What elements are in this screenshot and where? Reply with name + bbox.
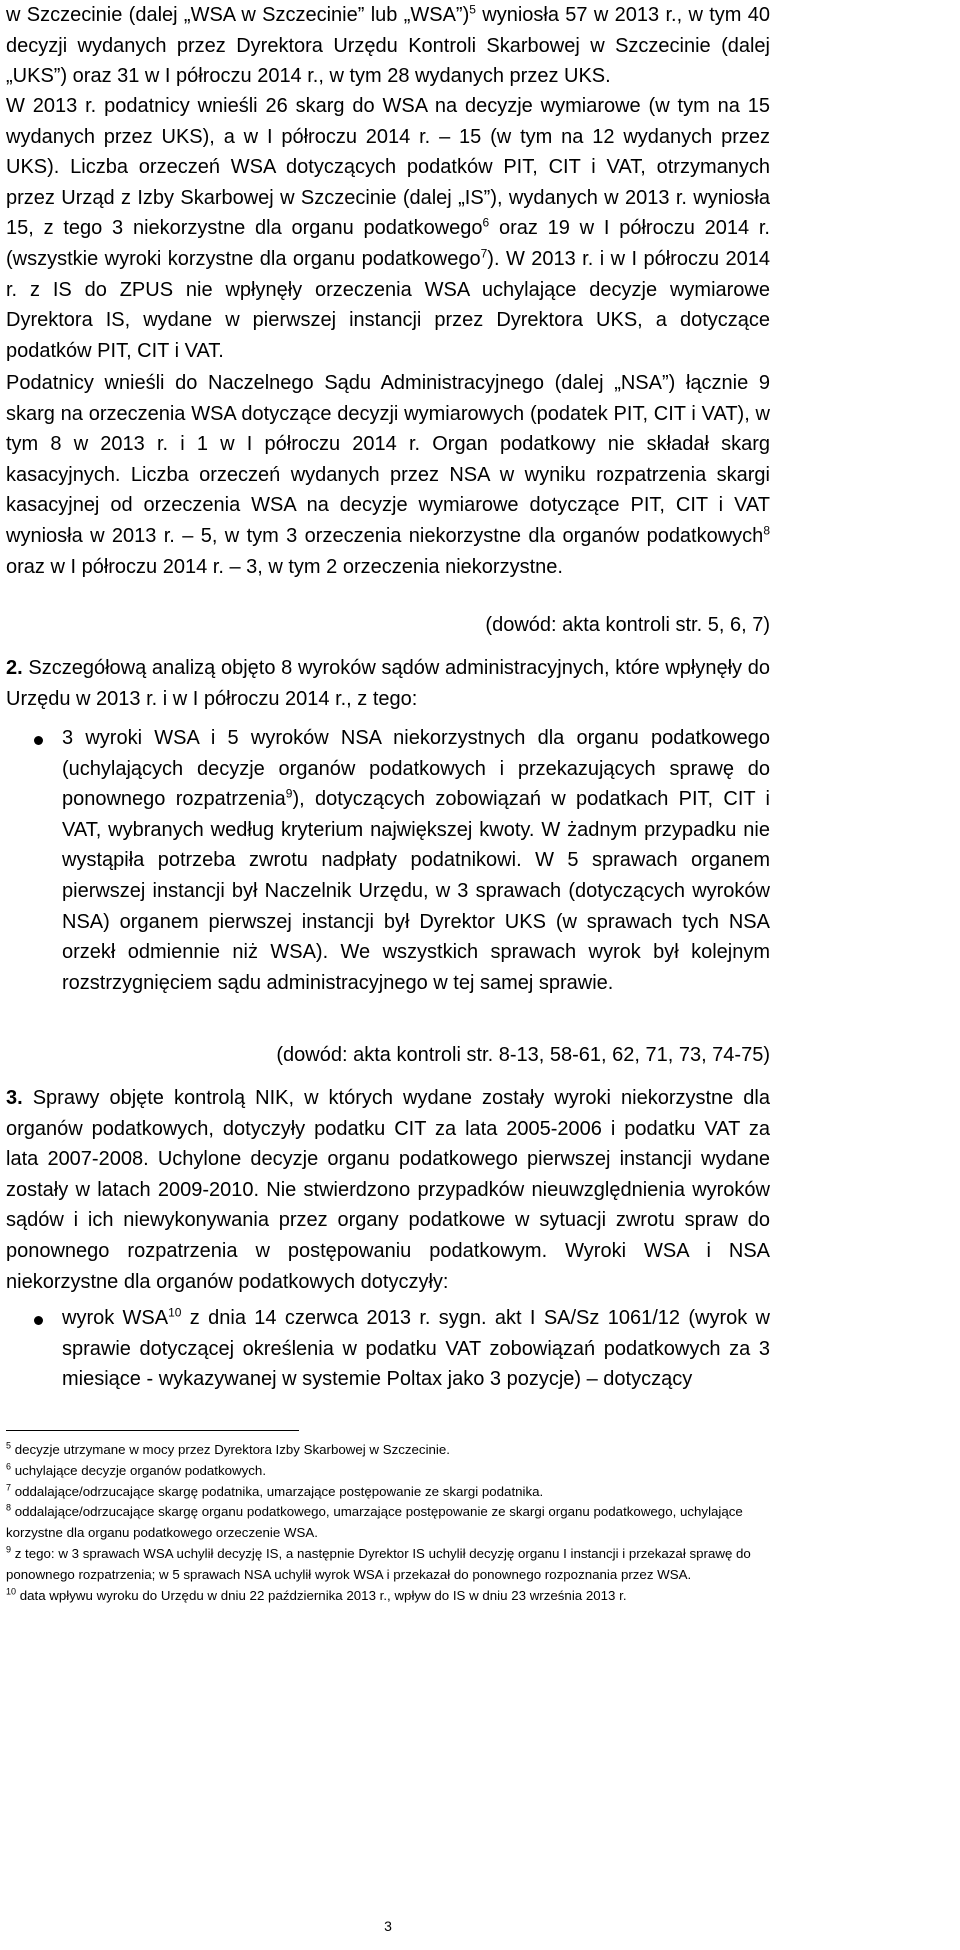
paragraph-text: Podatnicy wnieśli do Naczelnego Sądu Administracyjnego (dalej „NSA”) łącznie 9 skarg na orzeczenia WSA dotyczące decyzji wymiarowych (podatek PIT, CIT i VAT), w tym 8 w 2013 r. i 1 w I półroczu 2014 r. Organ podatkowy nie składał skarg kasacyjnych. Liczba orzeczeń wydanych przez NSA w wyniku rozpatrzenia skargi kasacyjnej od orzeczenia WSA na decyzje wymiarowe dotyczące PIT, CIT i VAT wyniosła w 2013 r. – 5, w tym 3 orzeczenia niekorzystne dla organów podatkowych — [6, 372, 770, 547]
paragraph-text: Szczegółową analizą objęto 8 wyroków sądów administracyjnych, które wpłynęły do Urzędu w 2013 r. i w I półroczu 2014 r., z tego: — [6, 657, 770, 710]
list-item-text: wyrok WSA — [62, 1307, 169, 1329]
footnote-ref[interactable]: 6 — [482, 215, 490, 230]
footnote — [6, 1461, 770, 1482]
footnote-text: data wpływu wyroku do Urzędu w dniu 22 października 2013 r., wpływ do IS w dniu 23 września 2013 r. — [16, 1587, 627, 1603]
list-item-text: 3 wyroki WSA i 5 wyroków NSA niekorzystnych dla organu podatkowego (uchylających decyzje organów podatkowych i przekazujących sprawę do ponownego rozpatrzenia — [62, 727, 770, 811]
footnote-separator — [6, 1430, 299, 1431]
paragraph-text: wyniosła 57 w 2013 r., w tym 40 decyzji wydanych przez Dyrektora Urzędu Kontroli Skarbowej w Szczecinie (dalej „UKS”) oraz 31 w I półroczu 2014 r., w tym 28 wydanych przez UKS. — [6, 4, 770, 88]
paragraph-taxpayer-complaints — [6, 91, 770, 366]
footnote-number: 9 — [6, 1544, 12, 1555]
footnote — [6, 1482, 770, 1503]
bullet-icon — [34, 1316, 43, 1325]
evidence-reference: (dowód: akta kontroli str. 5, 6, 7) — [485, 614, 770, 636]
footnote — [6, 1502, 770, 1544]
footnote-ref[interactable]: 9 — [285, 786, 293, 801]
list-item — [62, 723, 770, 998]
paragraph-nik-cases — [6, 1083, 770, 1297]
paragraph-text: ). W 2013 r. i w I półroczu 2014 r. z IS do ZPUS nie wpłynęły orzeczenia WSA uchylające decyzje wymiarowe Dyrektora IS, wydane w pierwszej instancji przez Dyrektora UKS, a dotyczące podatków PIT, CIT i VAT. — [6, 247, 770, 362]
list-item — [62, 1303, 770, 1395]
paragraph-text: w Szczecinie (dalej „WSA w Szczecinie” lub „WSA”) — [6, 4, 470, 26]
footnote — [6, 1440, 770, 1461]
footnote — [6, 1586, 770, 1607]
section-number: 3. — [6, 1087, 23, 1109]
list-item-text: ), dotyczących zobowiązań w podatkach PIT, CIT i VAT, wybranych według kryterium największej kwoty. W żadnym przypadku nie wystąpiła potrzeba zwrotu nadpłaty podatnikowi. W 5 sprawach organem pierwszej instancji był Naczelnik Urzędu, w 3 sprawach (dotyczących wyroków NSA) organem pierwszej instancji był Dyrektor UKS (w sprawach tych NSA orzekł odmiennie niż WSA). We wszystkich sprawach wyrok był kolejnym rozstrzygnięciem sądu administracyjnego w tej samej sprawie. — [62, 788, 770, 994]
footnotes — [6, 1440, 770, 1606]
footnote-text: oddalające/odrzucające skargę podatnika, umarzające postępowanie ze skargi podatnika. — [11, 1483, 544, 1499]
footnote — [6, 1544, 770, 1586]
footnote-number: 8 — [6, 1502, 12, 1513]
footnote-text: oddalające/odrzucające skargę organu podatkowego, umarzające postępowanie ze skargi organu podatkowego, uchylające korzystne dla organu podatkowego orzeczenie WSA. — [6, 1504, 743, 1541]
footnote-text: uchylające decyzje organów podatkowych. — [11, 1462, 267, 1478]
paragraph-wsa-cases — [6, 0, 770, 92]
footnote-number: 5 — [6, 1440, 12, 1451]
paragraph-text: W 2013 r. podatnicy wnieśli 26 skarg do WSA na decyzje wymiarowe (w tym na 15 wydanych przez UKS), a w I półroczu 2014 r. – 15 (w tym na 12 wydanych przez UKS). Liczba orzeczeń WSA dotyczących podatków PIT, CIT i VAT, otrzymanych przez Urząd z Izby Skarbowej w Szczecinie (dalej „IS”), wydanych w 2013 r. wyniosła 15, z tego 3 niekorzystne dla organu podatkowego — [6, 95, 770, 240]
footnote-text: z tego: w 3 sprawach WSA uchylił decyzję IS, a następnie Dyrektor IS uchylił decyzję organu I instancji i przekazał sprawę do ponownego rozpatrzenia; w 5 sprawach NSA uchylił wyrok WSA i przekazał do ponownego rozpoznania przez WSA. — [6, 1545, 751, 1582]
footnote-number: 7 — [6, 1482, 12, 1493]
evidence-reference: (dowód: akta kontroli str. 8-13, 58-61, 62, 71, 73, 74-75) — [276, 1044, 770, 1066]
list-item-text: z dnia 14 czerwca 2013 r. sygn. akt I SA/Sz 1061/12 (wyrok w sprawie dotyczącej określenia w podatku VAT zobowiązań podatkowych za 3 miesiące - wykazywanej w systemie Poltax jako 3 pozycje) – dotyczący — [62, 1307, 771, 1391]
footnote-number: 10 — [6, 1586, 17, 1597]
footnote-ref[interactable]: 10 — [168, 1305, 182, 1320]
paragraph-analysis — [6, 653, 770, 714]
footnote-ref[interactable]: 5 — [469, 2, 476, 17]
paragraph-text: oraz w I półroczu 2014 r. – 3, w tym 2 orzeczenia niekorzystne. — [6, 555, 563, 578]
footnote-text: decyzje utrzymane w mocy przez Dyrektora Izby Skarbowej w Szczecinie. — [11, 1442, 450, 1457]
footnote-ref[interactable]: 8 — [763, 523, 770, 538]
footnote-number: 6 — [6, 1461, 12, 1472]
paragraph-text: Sprawy objęte kontrolą NIK, w których wydane zostały wyroki niekorzystne dla organów podatkowych, dotyczyły podatku CIT za lata 2005-2006 i podatku VAT za lata 2007-2008. Uchylone decyzje organu podatkowego pierwszej instancji wydane zostały w latach 2009-2010. Nie stwierdzono przypadków nieuwzględnienia wyroków sądów i ich niewykonywania przez organy podatkowe w sytuacji zwrotu spraw do ponownego rozpatrzenia w postępowaniu podatkowym. Wyroki WSA i NSA niekorzystne dla organów podatkowych dotyczyły: — [6, 1087, 770, 1293]
paragraph-text: oraz 19 w I półroczu 2014 r. (wszystkie wyroki korzystne dla organu podatkowego — [6, 217, 770, 270]
paragraph-nsa-complaints — [6, 368, 770, 582]
bullet-icon — [34, 736, 43, 745]
page-number: 3 — [384, 1918, 392, 1934]
footnote-ref[interactable]: 7 — [480, 246, 488, 261]
section-number: 2. — [6, 657, 23, 679]
